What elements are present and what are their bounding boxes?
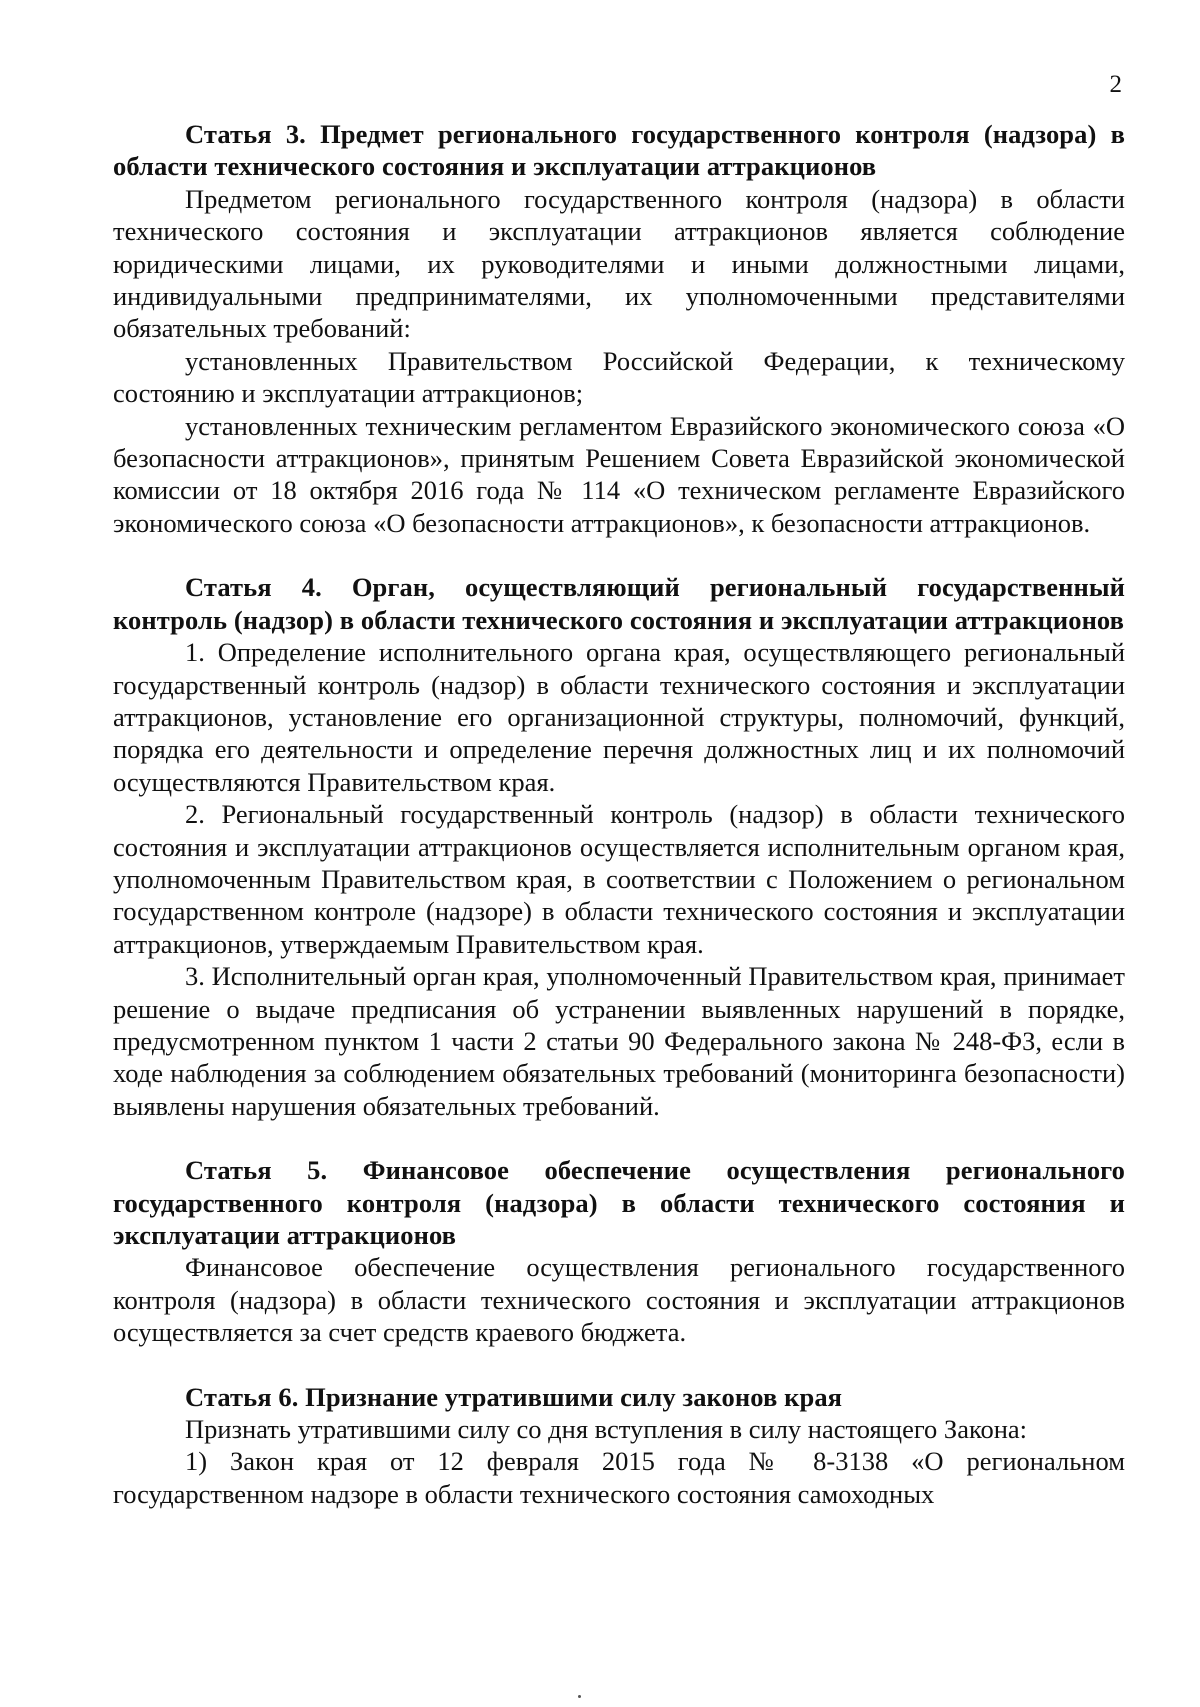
article-heading: Статья 3. Предмет регионального государственного контроля (надзора) в области технического состояния и эксплуатации аттракционов [113,119,1125,182]
page-number: 2 [1109,71,1122,98]
article-paragraph: 3. Исполнительный орган края, уполномоченный Правительством края, принимает решение о выдаче предписания об устранении выявленных нарушений в порядке, предусмотренном пунктом 1 части 2 статьи 90 Федерального закона № 248-ФЗ, если в ходе наблюдения за соблюдением обязательных требований (мониторинга безопасности) выявлены нарушения обязательных требований. [113,961,1125,1121]
article-5 [113,1154,1125,1348]
article-paragraph: Предметом регионального государственного контроля (надзора) в области технического состояния и эксплуатации аттракционов является соблюдение юридическими лицами, их руководителями и иными должностными лицами, индивидуальными предпринимателями, их уполномоченными представителями обязательных требований: [113,183,1125,344]
article-4 [113,571,1125,1122]
scan-speck [578,1695,581,1698]
article-paragraph: 2. Региональный государственный контроль (надзор) в области технического состояния и эксплуатации аттракционов осуществляется исполнительным органом края, уполномоченным Правительством края, в соответствии с Положением о региональном государственном контроле (надзоре) в области технического состояния и эксплуатации аттракционов, утверждаемым Правительством края. [113,799,1125,959]
article-paragraph: Финансовое обеспечение осуществления регионального государственного контроля (надзора) в области технического состояния и эксплуатации аттракционов осуществляется за счет средств краевого бюджета. [113,1252,1125,1348]
article-paragraph: Признать утратившими силу со дня вступления в силу настоящего Закона: [185,1414,1028,1445]
article-paragraph: 1) Закон края от 12 февраля 2015 года № 8-3138 «О региональном государственном надзоре в области технического состояния самоходных [113,1446,1125,1509]
article-6 [113,1381,1125,1511]
article-heading: Статья 4. Орган, осуществляющий региональный государственный контроль (надзор) в области технического состояния и эксплуатации аттракционов [113,572,1125,635]
article-paragraph: установленных Правительством Российской Федерации, к техническому состоянию и эксплуатации аттракционов; [113,345,1125,409]
article-heading: Статья 5. Финансовое обеспечение осуществления регионального государственного контроля (надзора) в области технического состояния и эксплуатации аттракционов [113,1155,1125,1250]
article-paragraph: 1. Определение исполнительного органа края, осуществляющего региональный государственный контроль (надзор) в области технического состояния и эксплуатации аттракционов, установление его организационной структуры, полномочий, функций, порядка его деятельности и определение перечня должностных лиц и их полномочий осуществляются Правительством края. [113,637,1125,797]
article-3 [113,118,1125,539]
article-paragraph: установленных техническим регламентом Евразийского экономического союза «О безопасности аттракционов», принятым Решением Совета Евразийской экономической комиссии от 18 октября 2016 года № 114 «О техническом регламенте Евразийского экономического союза «О безопасности аттракционов», к безопасности аттракционов. [113,410,1125,538]
document-body [113,118,1125,1510]
article-heading: Статья 6. Признание утратившими силу законов края [185,1381,843,1412]
